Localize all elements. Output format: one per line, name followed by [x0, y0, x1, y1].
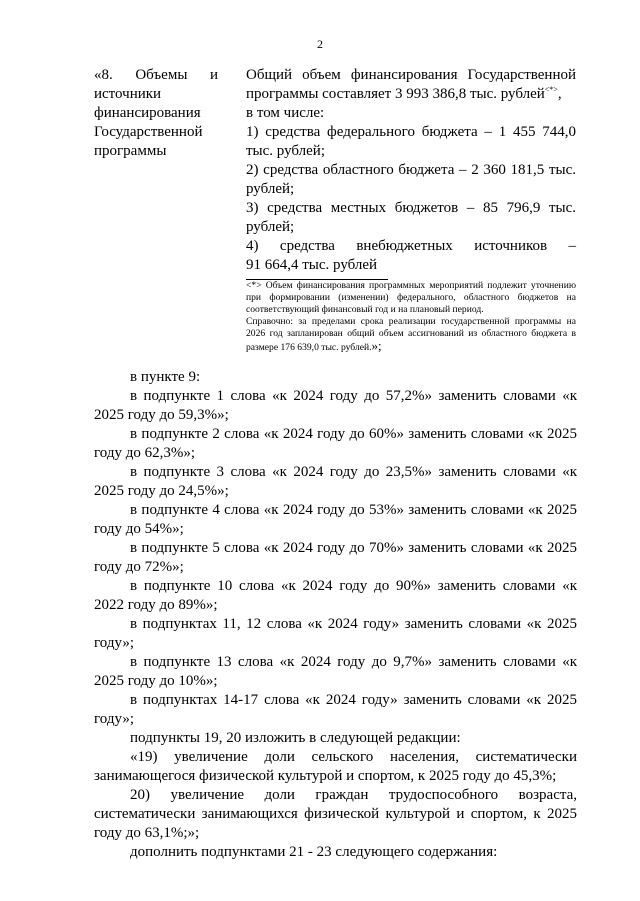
footnote-block: [246, 280, 576, 354]
funding-intro-text: Общий объем финансирования Государственной программы составляет 3 993 386,8 тыс. рублей: [246, 67, 576, 102]
funding-item-4: 4) средства внебюджетных источников –: [246, 238, 576, 254]
footnote-mark: <*>: [544, 85, 558, 94]
paragraph: в подпунктах 11, 12 слова «к 2024 году» заменить словами «к 2025 году»;: [94, 616, 577, 651]
funding-item-2: 2) средства областного бюджета – 2 360 181,5 тыс. рублей;: [246, 162, 576, 197]
paragraph: в пункте 9:: [130, 369, 201, 385]
funding-intro: [246, 66, 576, 104]
paragraph: в подпункте 1 слова «к 2024 году до 57,2%» заменить словами «к 2025 году до 59,3%»;: [94, 388, 577, 423]
reference-note-text: Справочно: за пределами срока реализации государственной программы на 2026 год запланирован общий объем ассигнований из областного бюджета в размере 176 639,0 тыс. рублей.: [246, 316, 576, 353]
left-cell-line: программы: [94, 143, 167, 159]
left-cell-line: Государственной: [94, 124, 203, 140]
left-cell-line: финансирования: [94, 105, 201, 121]
paragraph: подпункты 19, 20 изложить в следующей редакции:: [130, 730, 461, 746]
paragraph: в подпунктах 14-17 слова «к 2024 году» заменить словами «к 2025 году»;: [94, 692, 577, 727]
left-cell-line: «8. Объемы и: [94, 67, 218, 83]
paragraph: в подпункте 4 слова «к 2024 году до 53%» заменить словами «к 2025 году до 54%»;: [94, 502, 577, 537]
page-number: 2: [317, 37, 323, 51]
table-left-cell: [94, 66, 218, 161]
paragraph: в подпункте 3 слова «к 2024 году до 23,5%» заменить словами «к 2025 году до 24,5%»;: [94, 464, 577, 499]
including-label: в том числе:: [246, 105, 325, 121]
paragraph: в подпункте 5 слова «к 2024 году до 70%» заменить словами «к 2025 году до 72%»;: [94, 540, 577, 575]
funding-item-3: 3) средства местных бюджетов – 85 796,9 тыс. рублей;: [246, 200, 576, 235]
funding-intro-tail: ,: [557, 86, 562, 102]
paragraph: в подпункте 13 слова «к 2024 году до 9,7%» заменить словами «к 2025 году до 10%»;: [94, 654, 577, 689]
table-right-cell: [246, 66, 576, 354]
paragraph: дополнить подпунктами 21 - 23 следующего содержания:: [130, 844, 498, 860]
left-cell-line: источники: [94, 86, 162, 102]
paragraph: в подпункте 10 слова «к 2024 году до 90%» заменить словами «к 2022 году до 89%»;: [94, 578, 577, 613]
paragraph: в подпункте 2 слова «к 2024 году до 60%» заменить словами «к 2025 году до 62,3%»;: [94, 426, 577, 461]
amendment-text: [94, 368, 577, 862]
funding-item-1: 1) средства федерального бюджета – 1 455 744,0 тыс. рублей;: [246, 124, 576, 159]
closing-quote: »;: [371, 338, 382, 353]
reference-note: [246, 316, 576, 354]
paragraph: «19) увеличение доли сельского населения, систематически занимающегося физической культурой и спортом, к 2025 году до 45,3%;: [94, 749, 577, 784]
footnote-text: <*> Объем финансирования программных мероприятий подлежит уточнению при формировании (изменении) федерального, областного бюджетов на соответствующий финансовый год и на плановый период.: [246, 280, 576, 315]
paragraph: 20) увеличение доли граждан трудоспособного возраста, систематически занимающихся физической культурой и спортом, к 2025 году до 63,1%;»;: [94, 787, 577, 841]
funding-item-4-amount: 91 664,4 тыс. рублей: [246, 257, 378, 273]
